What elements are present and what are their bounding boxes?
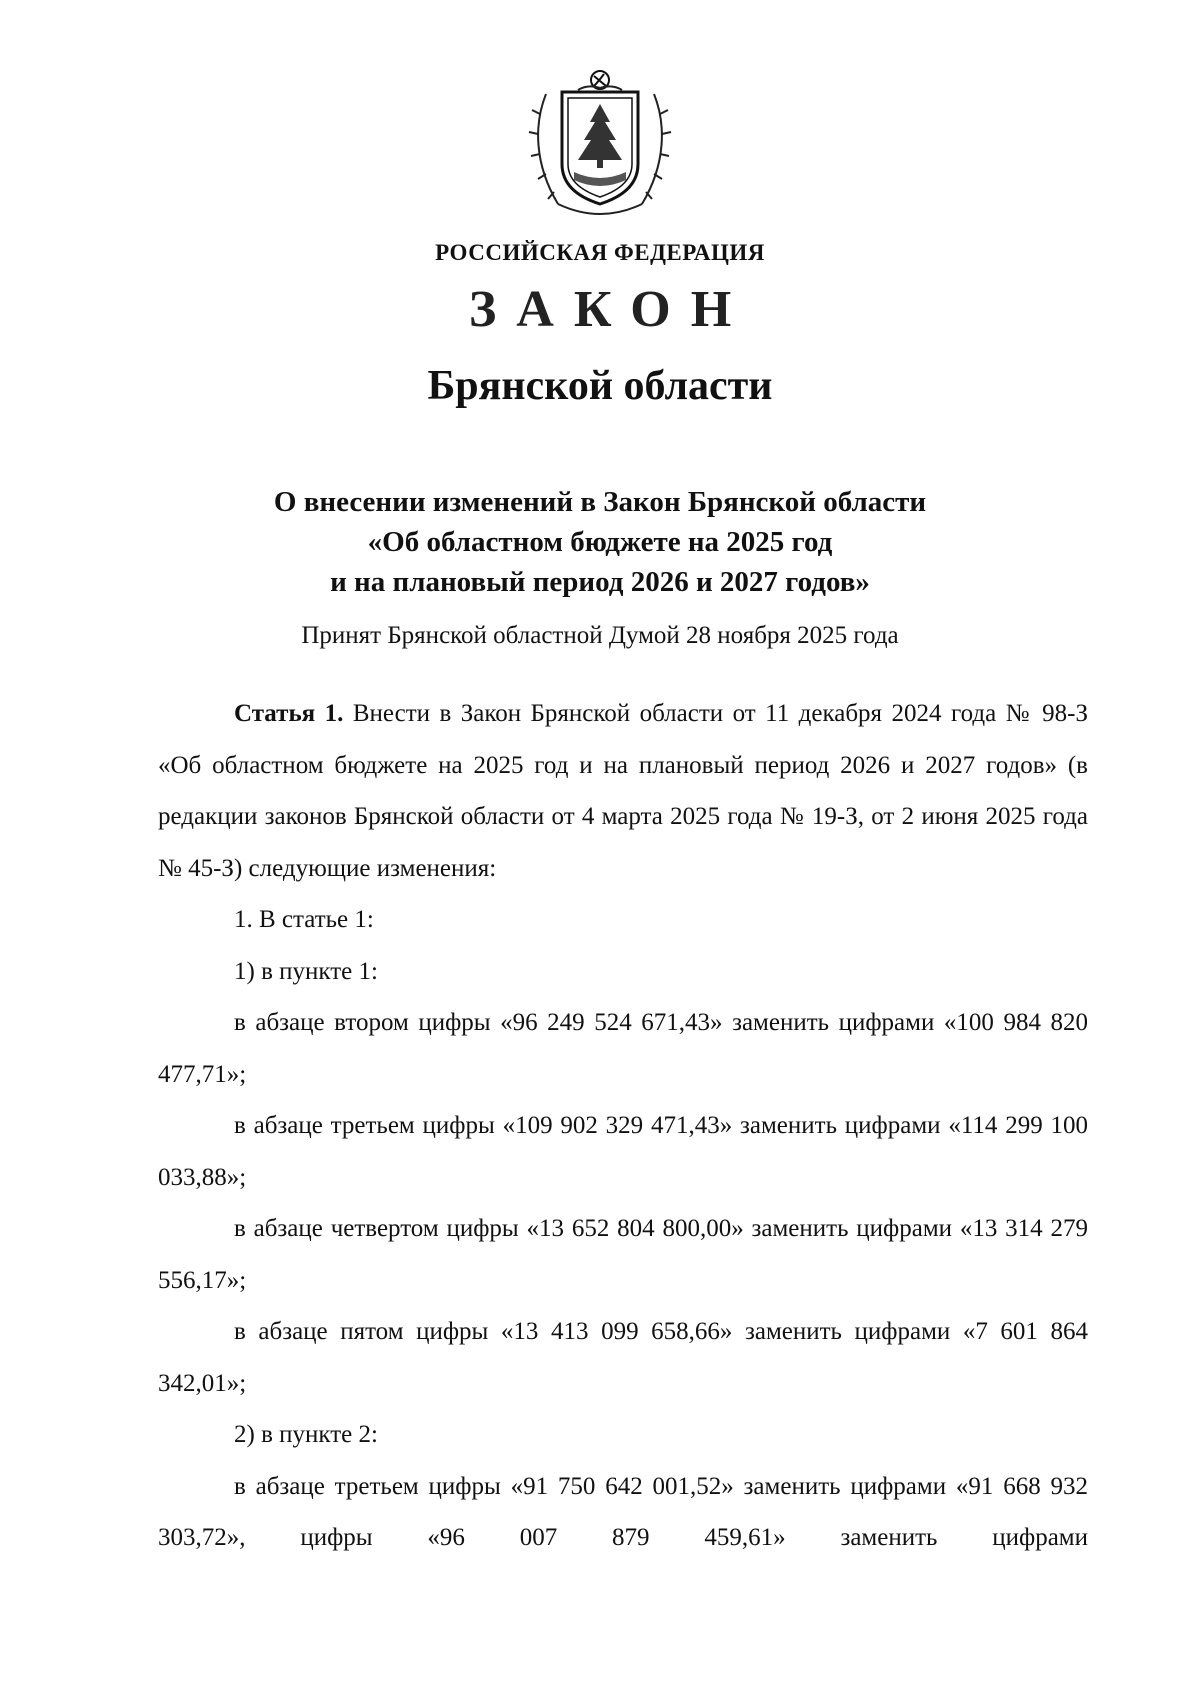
article-label: Статья 1. (234, 700, 344, 727)
article-text: Внести в Закон Брянской области от 11 декабря 2024 года № 98-З «Об областном бюджете на 2025 год и на плановый период 2026 и 2027 годов» (в редакции законов Брянской области от 4 марта 2025 года № 19-З, от 2 июня 2025 года № 45-З) следующие изменения: (158, 700, 1088, 882)
adoption-note: Принят Брянской областной Думой 28 ноября 2025 года (301, 622, 899, 649)
coat-of-arms-icon (528, 64, 672, 224)
point-heading: 2) в пункте 2: (234, 1421, 378, 1448)
section-heading: 1. В статье 1: (234, 906, 374, 933)
law-body (158, 688, 1088, 1564)
law-title (0, 482, 1200, 602)
amendment-paragraph: в абзаце третьем цифры «91 750 642 001,52» заменить цифрами «91 668 932 303,72», цифры «96 007 879 459,61» заменить цифрами (158, 1472, 1088, 1551)
amendment-paragraph: в абзаце четвертом цифры «13 652 804 800,00» заменить цифрами «13 314 279 556,17»; (158, 1215, 1088, 1294)
country-heading: РОССИЙСКАЯ ФЕДЕРАЦИЯ (435, 240, 765, 265)
law-title-line: и на плановый период 2026 и 2027 годов» (330, 566, 870, 598)
amendment-paragraph: в абзаце пятом цифры «13 413 099 658,66» заменить цифрами «7 601 864 342,01»; (158, 1318, 1088, 1397)
amendment-paragraph: в абзаце третьем цифры «109 902 329 471,43» заменить цифрами «114 299 100 033,88»; (158, 1112, 1088, 1191)
region-heading: Брянской области (427, 363, 773, 409)
point-heading: 1) в пункте 1: (234, 957, 378, 985)
law-title-line: «Об областном бюджете на 2025 год (367, 526, 833, 558)
amendment-paragraph: в абзаце втором цифры «96 249 524 671,43» заменить цифрами «100 984 820 477,71»; (158, 1009, 1088, 1088)
document-type-heading: ЗАКОН (468, 281, 752, 338)
law-title-line: О внесении изменений в Закон Брянской области (273, 486, 927, 518)
article-1-paragraph (158, 688, 1088, 894)
